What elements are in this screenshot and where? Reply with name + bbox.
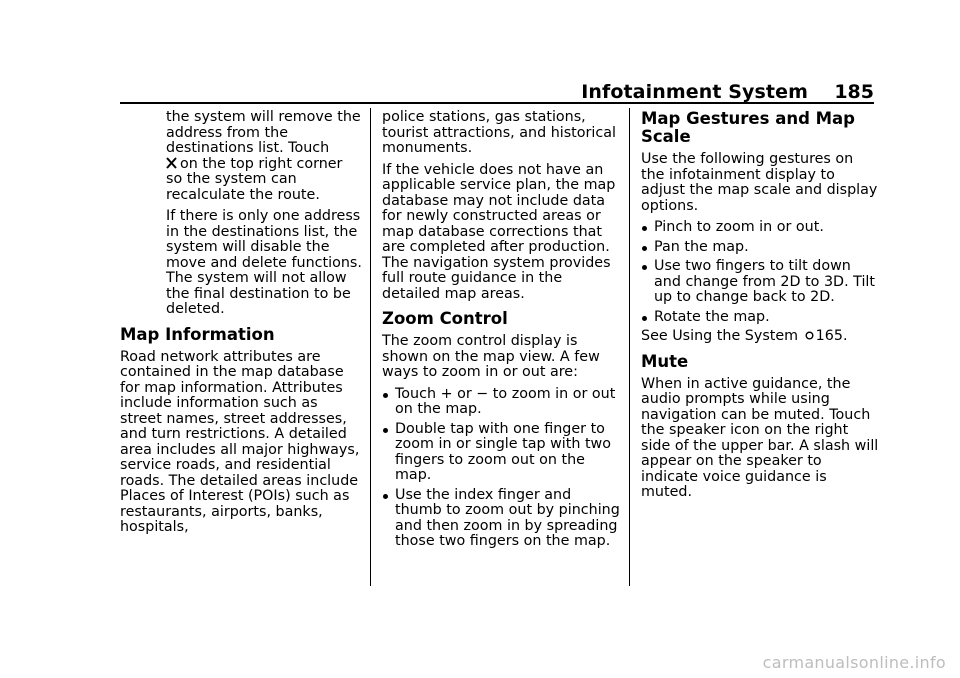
text-span: on the top right corner so the system can recalculate the route. — [166, 155, 343, 203]
page-number: 185 — [834, 81, 874, 103]
page-title: Infotainment System — [581, 81, 808, 103]
list-item: Use the index finger and thumb to zoom out by pinching and then zoom in by spreading those two fingers on the map. — [382, 488, 622, 550]
column-divider — [629, 108, 630, 586]
text-span: See Using the System — [641, 328, 799, 344]
section-heading-zoom-control: Zoom Control — [382, 309, 508, 328]
section-heading-mute: Mute — [641, 351, 689, 371]
paragraph: When in active guidance, the audio prompts while using navigation can be muted. Touch the speaker icon on the right side of the upper bar. A slash will appear on the speaker to indicate voice guidance is muted. — [641, 375, 879, 500]
list-item: Pinch to zoom in or out. — [641, 220, 881, 236]
paragraph — [120, 110, 362, 203]
list-item: Use two fingers to tilt down and change from 2D to 3D. Tilt up to change back to 2D. — [641, 259, 881, 306]
bullet-list — [382, 387, 622, 550]
close-x-icon — [166, 157, 177, 169]
column-divider — [370, 108, 371, 586]
watermark: carmanualsonline.info — [762, 653, 946, 672]
page-header — [120, 78, 874, 104]
list-item: Pan the map. — [641, 240, 881, 256]
column-2 — [382, 110, 622, 554]
paragraph: Use the following gestures on the infotainment display to adjust the map scale and display options. — [641, 151, 878, 214]
bullet-list — [641, 220, 881, 325]
paragraph: Road network attributes are contained in the map database for map information. Attributes include information such as street names, street addresses, and turn restrictions. A detailed area includes all major highways, service roads, and residential roads. The detailed areas include Places of Interest (POIs) such as restaurants, airports, banks, hospitals, — [120, 348, 360, 535]
list-item: Touch + or − to zoom in or out on the map. — [382, 387, 622, 418]
page-reference-icon — [805, 329, 814, 342]
text-span: the system will remove the address from the destinations list. Touch — [166, 109, 361, 156]
paragraph: If the vehicle does not have an applicable service plan, the map database may not include data for newly constructed areas or map database corrections that are completed after production. The navigation system provides full route guidance in the detailed map areas. — [382, 161, 616, 302]
list-item: Rotate the map. — [641, 310, 881, 326]
section-heading-map-information: Map Information — [120, 324, 275, 344]
list-item: Double tap with one finger to zoom in or single tap with two fingers to zoom out on the map. — [382, 422, 622, 484]
page-reference-number: 165. — [815, 328, 848, 344]
section-heading-map-gestures: Map Gestures and Map Scale — [641, 109, 855, 146]
column-3 — [641, 110, 881, 507]
paragraph: The zoom control display is shown on the map view. A few ways to zoom in or out are: — [382, 333, 600, 380]
paragraph: police stations, gas stations, tourist attractions, and historical monuments. — [382, 109, 616, 156]
cross-reference — [641, 329, 881, 345]
paragraph: If there is only one address in the destinations list, the system will disable the move and delete functions. The system will not allow the final destination to be deleted. — [166, 208, 362, 317]
column-1 — [120, 110, 362, 542]
